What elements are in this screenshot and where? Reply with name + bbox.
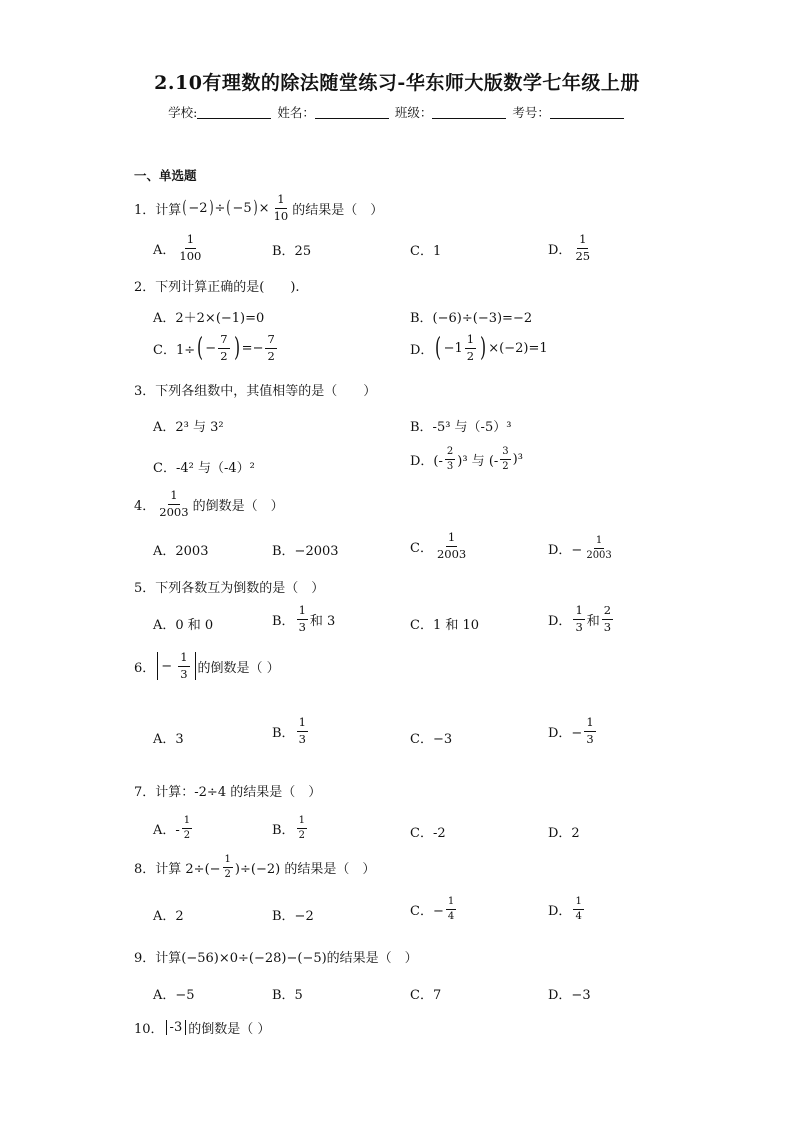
id-blank[interactable] [550, 105, 624, 119]
option-a[interactable]: A．2＋2×(−1)=0 [153, 311, 265, 326]
option-b[interactable]: B．−2003 [272, 544, 339, 559]
option-c[interactable]: C． $\frac{1}{2003}$ [410, 530, 467, 561]
option-b[interactable]: B．(−6)÷(−3)=−2 [410, 311, 533, 326]
option-b[interactable]: B． $\frac{1}{3}$ 和 3 [272, 603, 336, 634]
option-b[interactable]: B．25 [272, 244, 312, 259]
operator: ÷ [214, 200, 226, 216]
question-text: 的结果是（ ） [292, 202, 384, 218]
class-label: 班级： [394, 105, 433, 120]
name-label: 姓名： [277, 105, 315, 120]
option-d[interactable]: D． $\frac{1}{25}$ [548, 232, 591, 263]
question-6: 6． − $\frac{1}{3}$ 的倒数是（ ） [134, 650, 280, 681]
operand: −2 [188, 200, 208, 216]
question-4: 4． $\frac{1}{2003}$ 的倒数是（ ） [134, 488, 284, 519]
option-a[interactable]: A．- $\frac{1}{2}$ [153, 815, 191, 841]
option-c[interactable]: C．− $\frac{1}{4}$ [410, 896, 455, 922]
id-label: 考号： [512, 105, 550, 120]
question-3: 3．下列各组数中，其值相等的是（ ） [134, 384, 377, 399]
option-d[interactable]: D． ( −1 $\frac{1}{2}$ ) ×(−2)=1 [410, 332, 548, 363]
school-label: 学校: [168, 105, 198, 120]
option-a[interactable]: A．3 [153, 732, 184, 747]
school-blank[interactable] [197, 105, 271, 119]
option-d[interactable]: D．2 [548, 826, 580, 841]
option-c[interactable]: C．1 [410, 244, 442, 259]
question-2: 2．下列计算正确的是( ). [134, 280, 300, 295]
option-c[interactable]: C．1÷ ( − $\frac{7}{2}$ ) =− $\frac{7}{2}$ [153, 332, 275, 363]
page-title: 2.10有理数的除法随堂练习-华东师大版数学七年级上册 [154, 72, 640, 94]
option-c[interactable]: C．−3 [410, 732, 453, 747]
option-d[interactable]: D． $\frac{1}{3}$ 和 $\frac{2}{3}$ [548, 603, 612, 634]
option-c[interactable]: C．7 [410, 988, 442, 1003]
question-text: 计算 [155, 202, 182, 218]
student-info-line [0, 103, 794, 121]
option-c[interactable]: C．-4² 与（-4）² [153, 461, 255, 476]
option-b[interactable]: B．5 [272, 988, 303, 1003]
option-d[interactable]: D．−3 [548, 988, 591, 1003]
question-9: 9．计算(−56)×0÷(−28)−(−5)的结果是（ ） [134, 951, 418, 966]
option-a[interactable]: A．0 和 0 [153, 618, 214, 633]
option-a[interactable]: A． $\frac{1}{100}$ [153, 232, 202, 263]
option-d[interactable]: D． $\frac{1}{4}$ [548, 896, 582, 922]
operator: × [258, 200, 270, 216]
question-10: 10． -3 的倒数是（ ） [134, 1020, 271, 1037]
name-blank[interactable] [315, 105, 389, 119]
option-b[interactable]: B．−2 [272, 909, 314, 924]
option-a[interactable]: A．2003 [153, 544, 209, 559]
question-5: 5．下列各数互为倒数的是（ ） [134, 581, 325, 596]
class-blank[interactable] [432, 105, 506, 119]
question-number: 1． [134, 202, 156, 218]
option-d[interactable]: D．− $\frac{1}{3}$ [548, 715, 594, 746]
section-heading: 一、单选题 [134, 168, 197, 183]
absolute-value: -3 [166, 1020, 187, 1035]
question-8: 8．计算 2÷(− $\frac{1}{2}$ )÷(−2) 的结果是（ ） [134, 854, 376, 880]
question-1: 1． 计算 ( −2 ) ÷ ( −5 ) × $\frac{1}{10}$ 的结果是（ ） [134, 192, 384, 223]
fraction: $\frac{1}{10}$ [273, 192, 289, 223]
option-d[interactable]: D．(- $\frac{2}{3}$ )³ 与 (- $\frac{3}{2}$ )³ [410, 446, 523, 472]
option-d[interactable]: D．− $\frac{1}{2003}$ [548, 535, 612, 561]
operand: −5 [232, 200, 252, 216]
option-b[interactable]: B． $\frac{1}{3}$ [272, 715, 306, 746]
absolute-value: − $\frac{1}{3}$ [157, 652, 195, 680]
option-a[interactable]: A．2 [153, 909, 184, 924]
option-b[interactable]: B．-5³ 与（-5）³ [410, 420, 512, 435]
option-a[interactable]: A．2³ 与 3² [153, 420, 224, 435]
option-c[interactable]: C．1 和 10 [410, 618, 480, 633]
option-a[interactable]: A．−5 [153, 988, 195, 1003]
option-b[interactable]: B． $\frac{1}{2}$ [272, 815, 305, 841]
option-c[interactable]: C．-2 [410, 826, 446, 841]
question-7: 7．计算：-2÷4 的结果是（ ） [134, 785, 322, 800]
